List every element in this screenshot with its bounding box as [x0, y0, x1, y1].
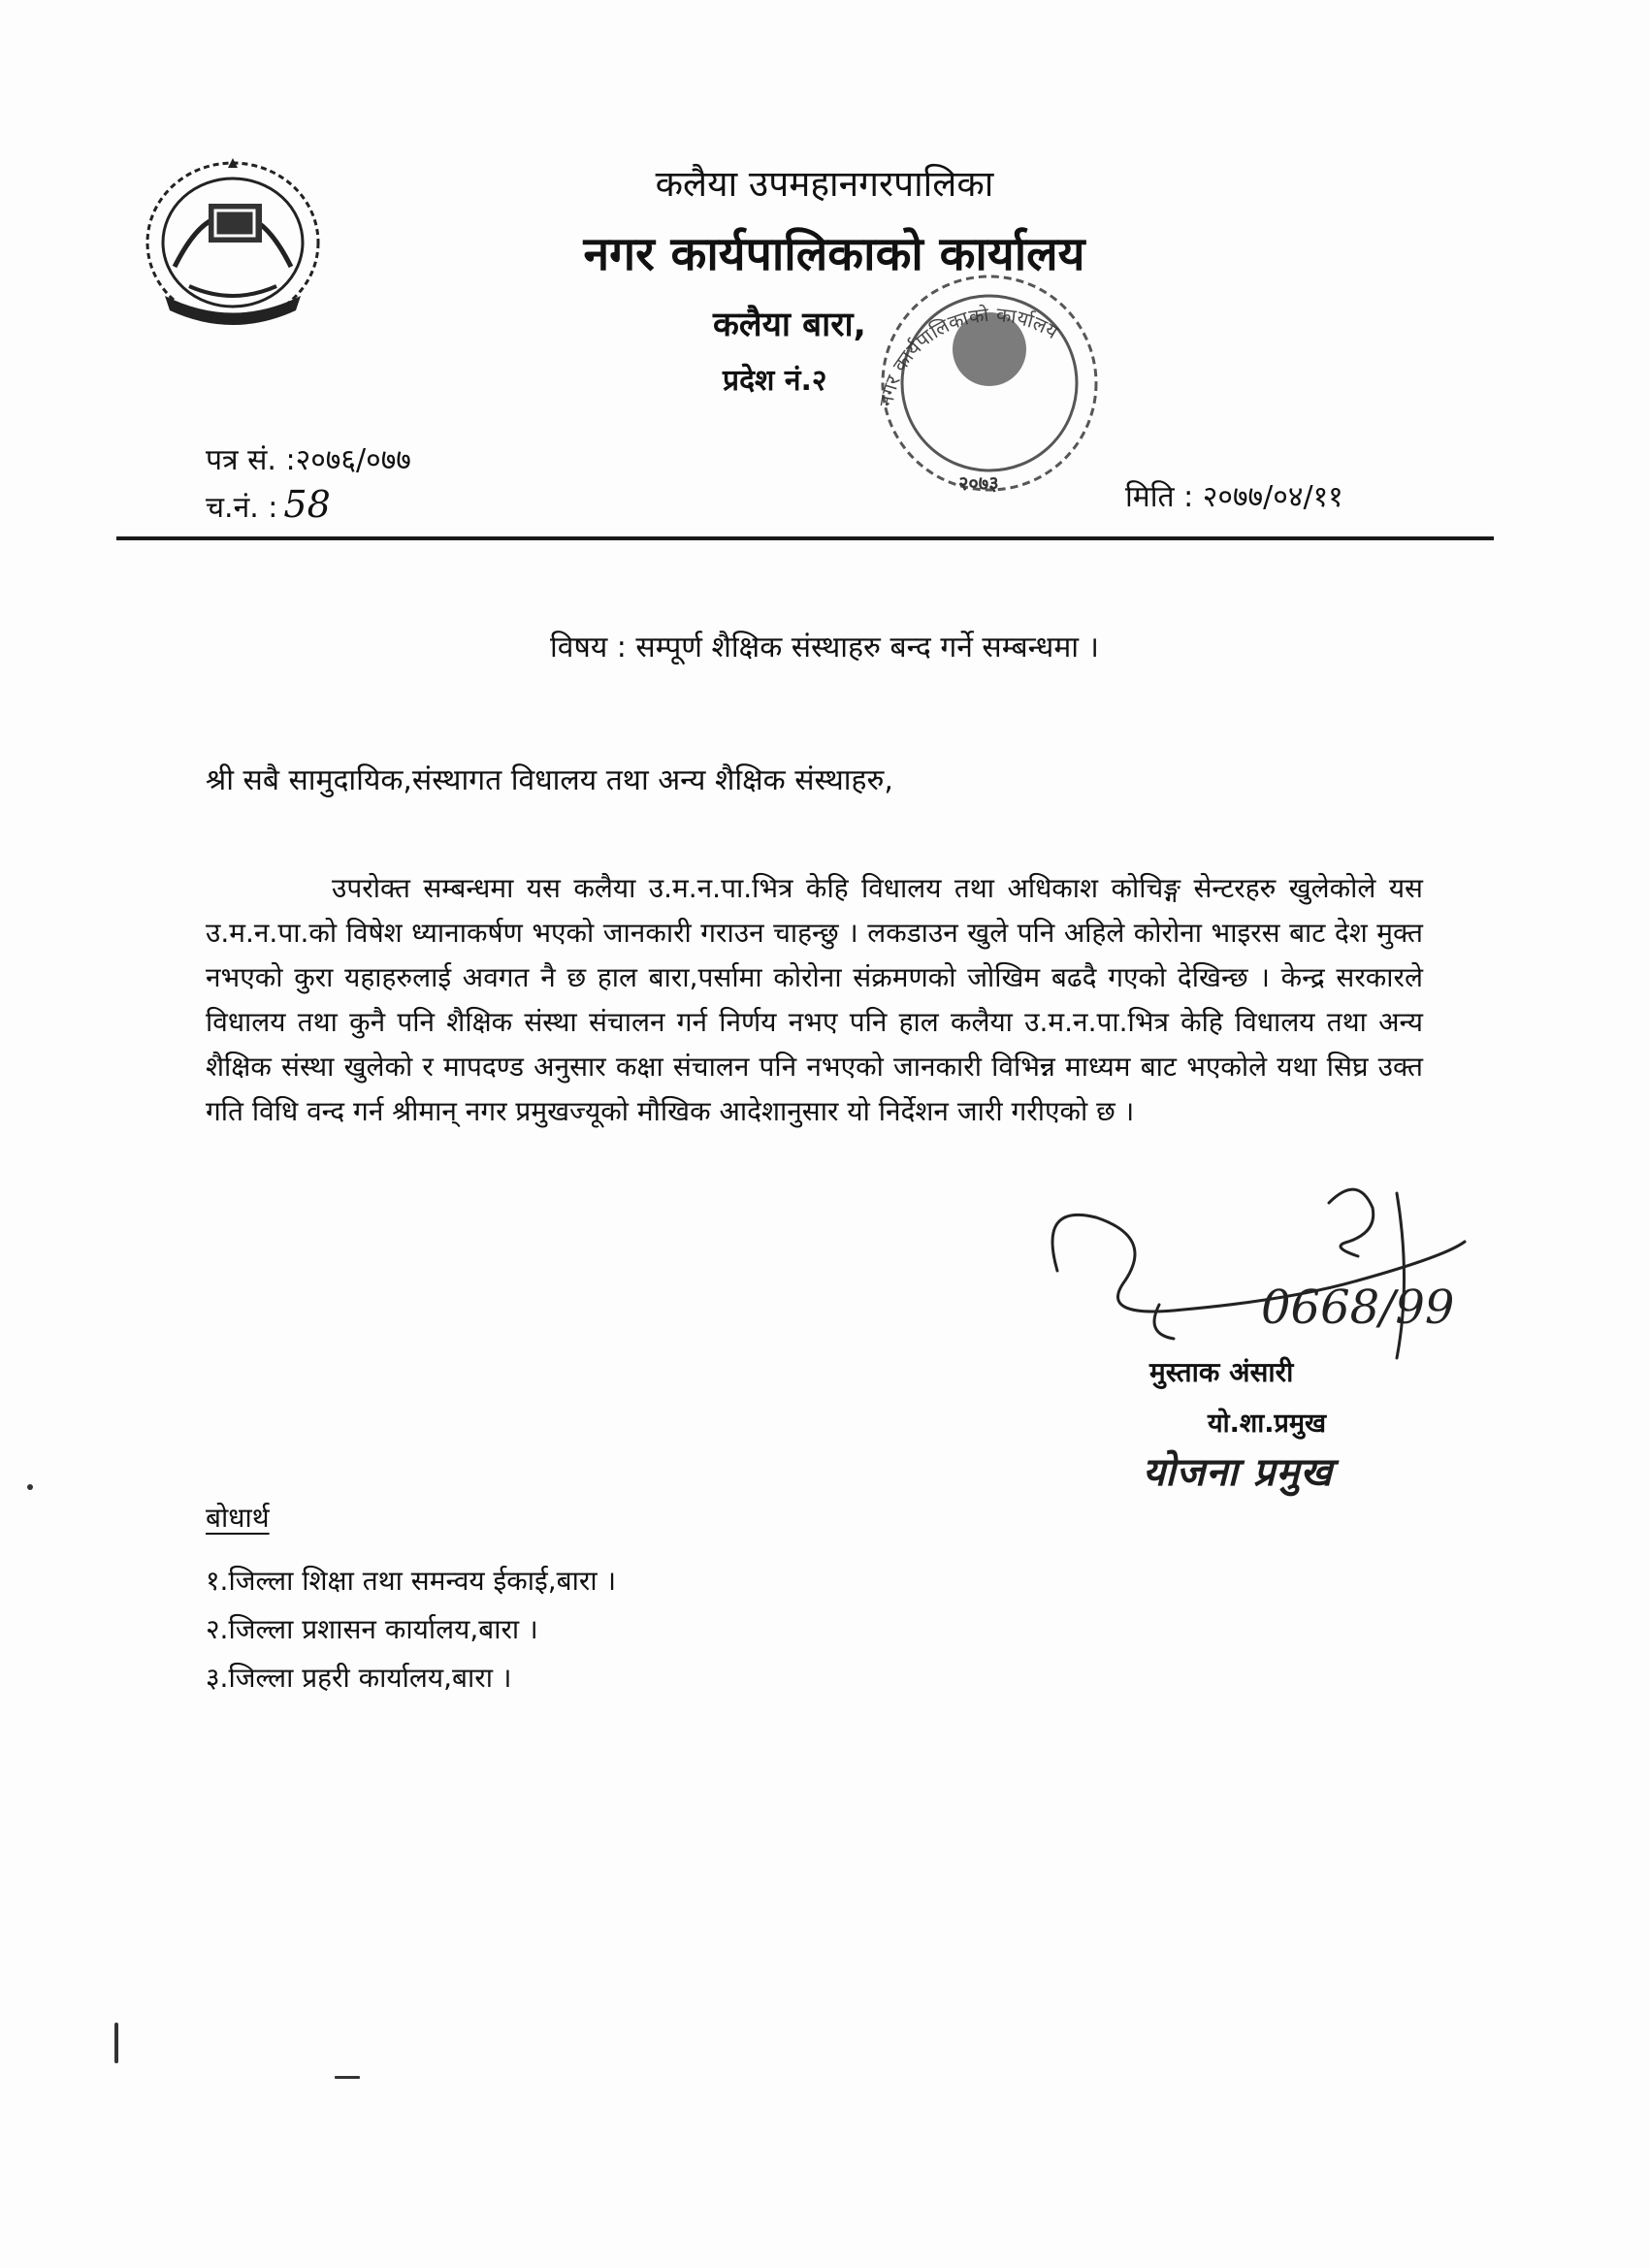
letter-salutation: श्री सबै सामुदायिक,संस्थागत विधालय तथा अन्य शैक्षिक संस्थाहरु, — [206, 763, 893, 797]
seal-year: २०७३ — [958, 471, 999, 495]
scan-speck — [114, 2023, 118, 2063]
letter-body: उपरोक्त सम्बन्धमा यस कलैया उ.म.न.पा.भित्र केहि विधालय तथा अधिकाश कोचिङ्ग सेन्टरहरु खुलेकोले यस उ.म.न.पा.को विषेश ध्यानाकर्षण भएको जानकारी गराउन चाहन्छु । लकडाउन खुले पनि अहिले कोरोना भाइरस बाट देश मुक्त नभएको कुरा यहाहरुलाई अवगत नै छ हाल बारा,पर्सामा कोरोना संक्रमणको जोखिम बढदै गएको देखिन्छ । केन्द्र सरकारले विधालय तथा कुनै पनि शैक्षिक संस्था संचालन गर्न निर्णय नभए पनि हाल कलैया उ.म.न.पा.भित्र केहि विधालय तथा अन्य शैक्षिक संस्था खुलेको र मापदण्ड अनुसार कक्षा संचालन पनि नभएको जानकारी विभिन्न माध्यम बाट भएकोले यथा सिघ्र उक्त गति विधि वन्द गर्न श्रीमान् नगर प्रमुखज्यूको मौखिक आदेशानुसार यो निर्देशन जारी गरीएको छ । — [206, 872, 1423, 1127]
signatory-title: यो.शा.प्रमुख — [1208, 1409, 1327, 1439]
cc-heading: बोधार्थ — [206, 1502, 270, 1534]
dispatch-number — [206, 483, 331, 526]
list-item: १.जिल्ला शिक्षा तथा समन्वय ईकाई,बारा । — [206, 1565, 617, 1597]
cc-list — [206, 1557, 616, 1702]
office-name: नगर कार्यपालिकाको कार्यालय — [583, 227, 1085, 281]
scan-speck — [27, 1484, 33, 1490]
seal-text: नगर कार्यपालिकाको कार्यालय — [874, 302, 1063, 408]
letter-reference-number: पत्र सं. :२०७६/०७७ — [206, 443, 411, 477]
province-name: प्रदेश नं.२ — [723, 364, 827, 398]
letter-date: मिति : २०७७/०४/११ — [1125, 480, 1343, 514]
municipality-name: कलैया उपमहानगरपालिका — [655, 163, 994, 205]
list-item: २.जिल्ला प्रशासन कार्यालय,बारा । — [206, 1613, 538, 1645]
handwritten-signature — [1038, 1164, 1484, 1377]
office-location: कलैया बारा, — [713, 306, 866, 344]
nepal-government-emblem-icon — [136, 150, 330, 335]
dispatch-number-handwritten: 58 — [283, 483, 331, 526]
list-item: ३.जिल्ला प्रहरी कार्यालय,बारा । — [206, 1662, 512, 1694]
letter-subject: विषय : सम्पूर्ण शैक्षिक संस्थाहरु बन्द गर्ने सम्बन्धमा । — [550, 631, 1099, 664]
signature-date-handwritten: 0668/99 — [1261, 1280, 1455, 1335]
signatory-name: मुस्ताक अंसारी — [1149, 1356, 1294, 1388]
header-divider — [116, 536, 1494, 540]
signatory-stamp: योजना प्रमुख — [1143, 1450, 1334, 1495]
scan-speck — [335, 2076, 360, 2079]
office-seal-stamp — [854, 262, 1125, 504]
dispatch-number-label: च.नं. : — [206, 491, 278, 525]
